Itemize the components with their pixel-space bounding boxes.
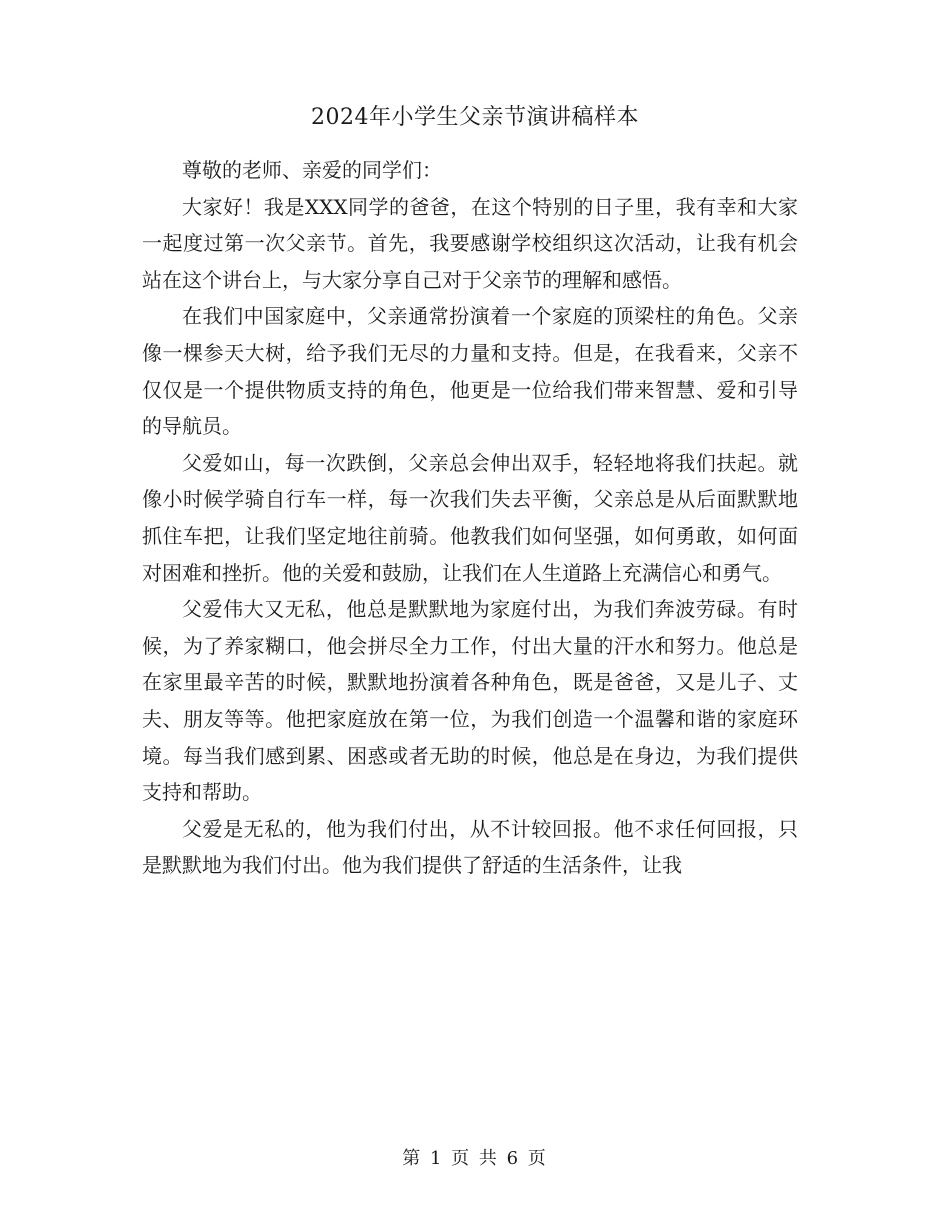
- body-paragraph: 父爱如山，每一次跌倒，父亲总会伸出双手，轻轻地将我们扶起。就像小时候学骑自行车一样，每一次我们失去平衡，父亲总是从后面默默地抓住车把，让我们坚定地往前骑。他教我们如何坚强，如何勇敢，如何面对困难和挫折。他的关爱和鼓励，让我们在人生道路上充满信心和勇气。: [142, 450, 798, 585]
- salutation-paragraph: 尊敬的老师、亲爱的同学们：: [182, 158, 442, 182]
- page-title: 2024年小学生父亲节演讲稿样本: [311, 105, 639, 130]
- body-paragraph: 大家好！我是XXX同学的爸爸，在这个特别的日子里，我有幸和大家一起度过第一次父亲节。首先，我要感谢学校组织这次活动，让我有机会站在这个讲台上，与大家分享自己对于父亲节的理解和感悟。: [142, 194, 798, 292]
- body-paragraph: 父爱伟大又无私，他总是默默地为家庭付出，为我们奔波劳碌。有时候，为了养家糊口，他会拼尽全力工作，付出大量的汗水和努力。他总是在家里最辛苦的时候，默默地扮演着各种角色，既是爸爸，又是儿子、丈夫、朋友等等。他把家庭放在第一位，为我们创造一个温馨和谐的家庭环境。每当我们感到累、困惑或者无助的时候，他总是在身边，为我们提供支持和帮助。: [142, 597, 798, 805]
- page-number-footer: 第 1 页 共 6 页: [402, 1148, 548, 1169]
- document-body: [142, 152, 798, 884]
- body-paragraph: 在我们中国家庭中，父亲通常扮演着一个家庭的顶梁柱的角色。父亲像一棵参天大树，给予我们无尽的力量和支持。但是，在我看来，父亲不仅仅是一个提供物质支持的角色，他更是一位给我们带来智慧、爱和引导的导航员。: [142, 304, 798, 439]
- body-paragraph: 父爱是无私的，他为我们付出，从不计较回报。他不求任何回报，只是默默地为我们付出。他为我们提供了舒适的生活条件，让我: [142, 816, 798, 878]
